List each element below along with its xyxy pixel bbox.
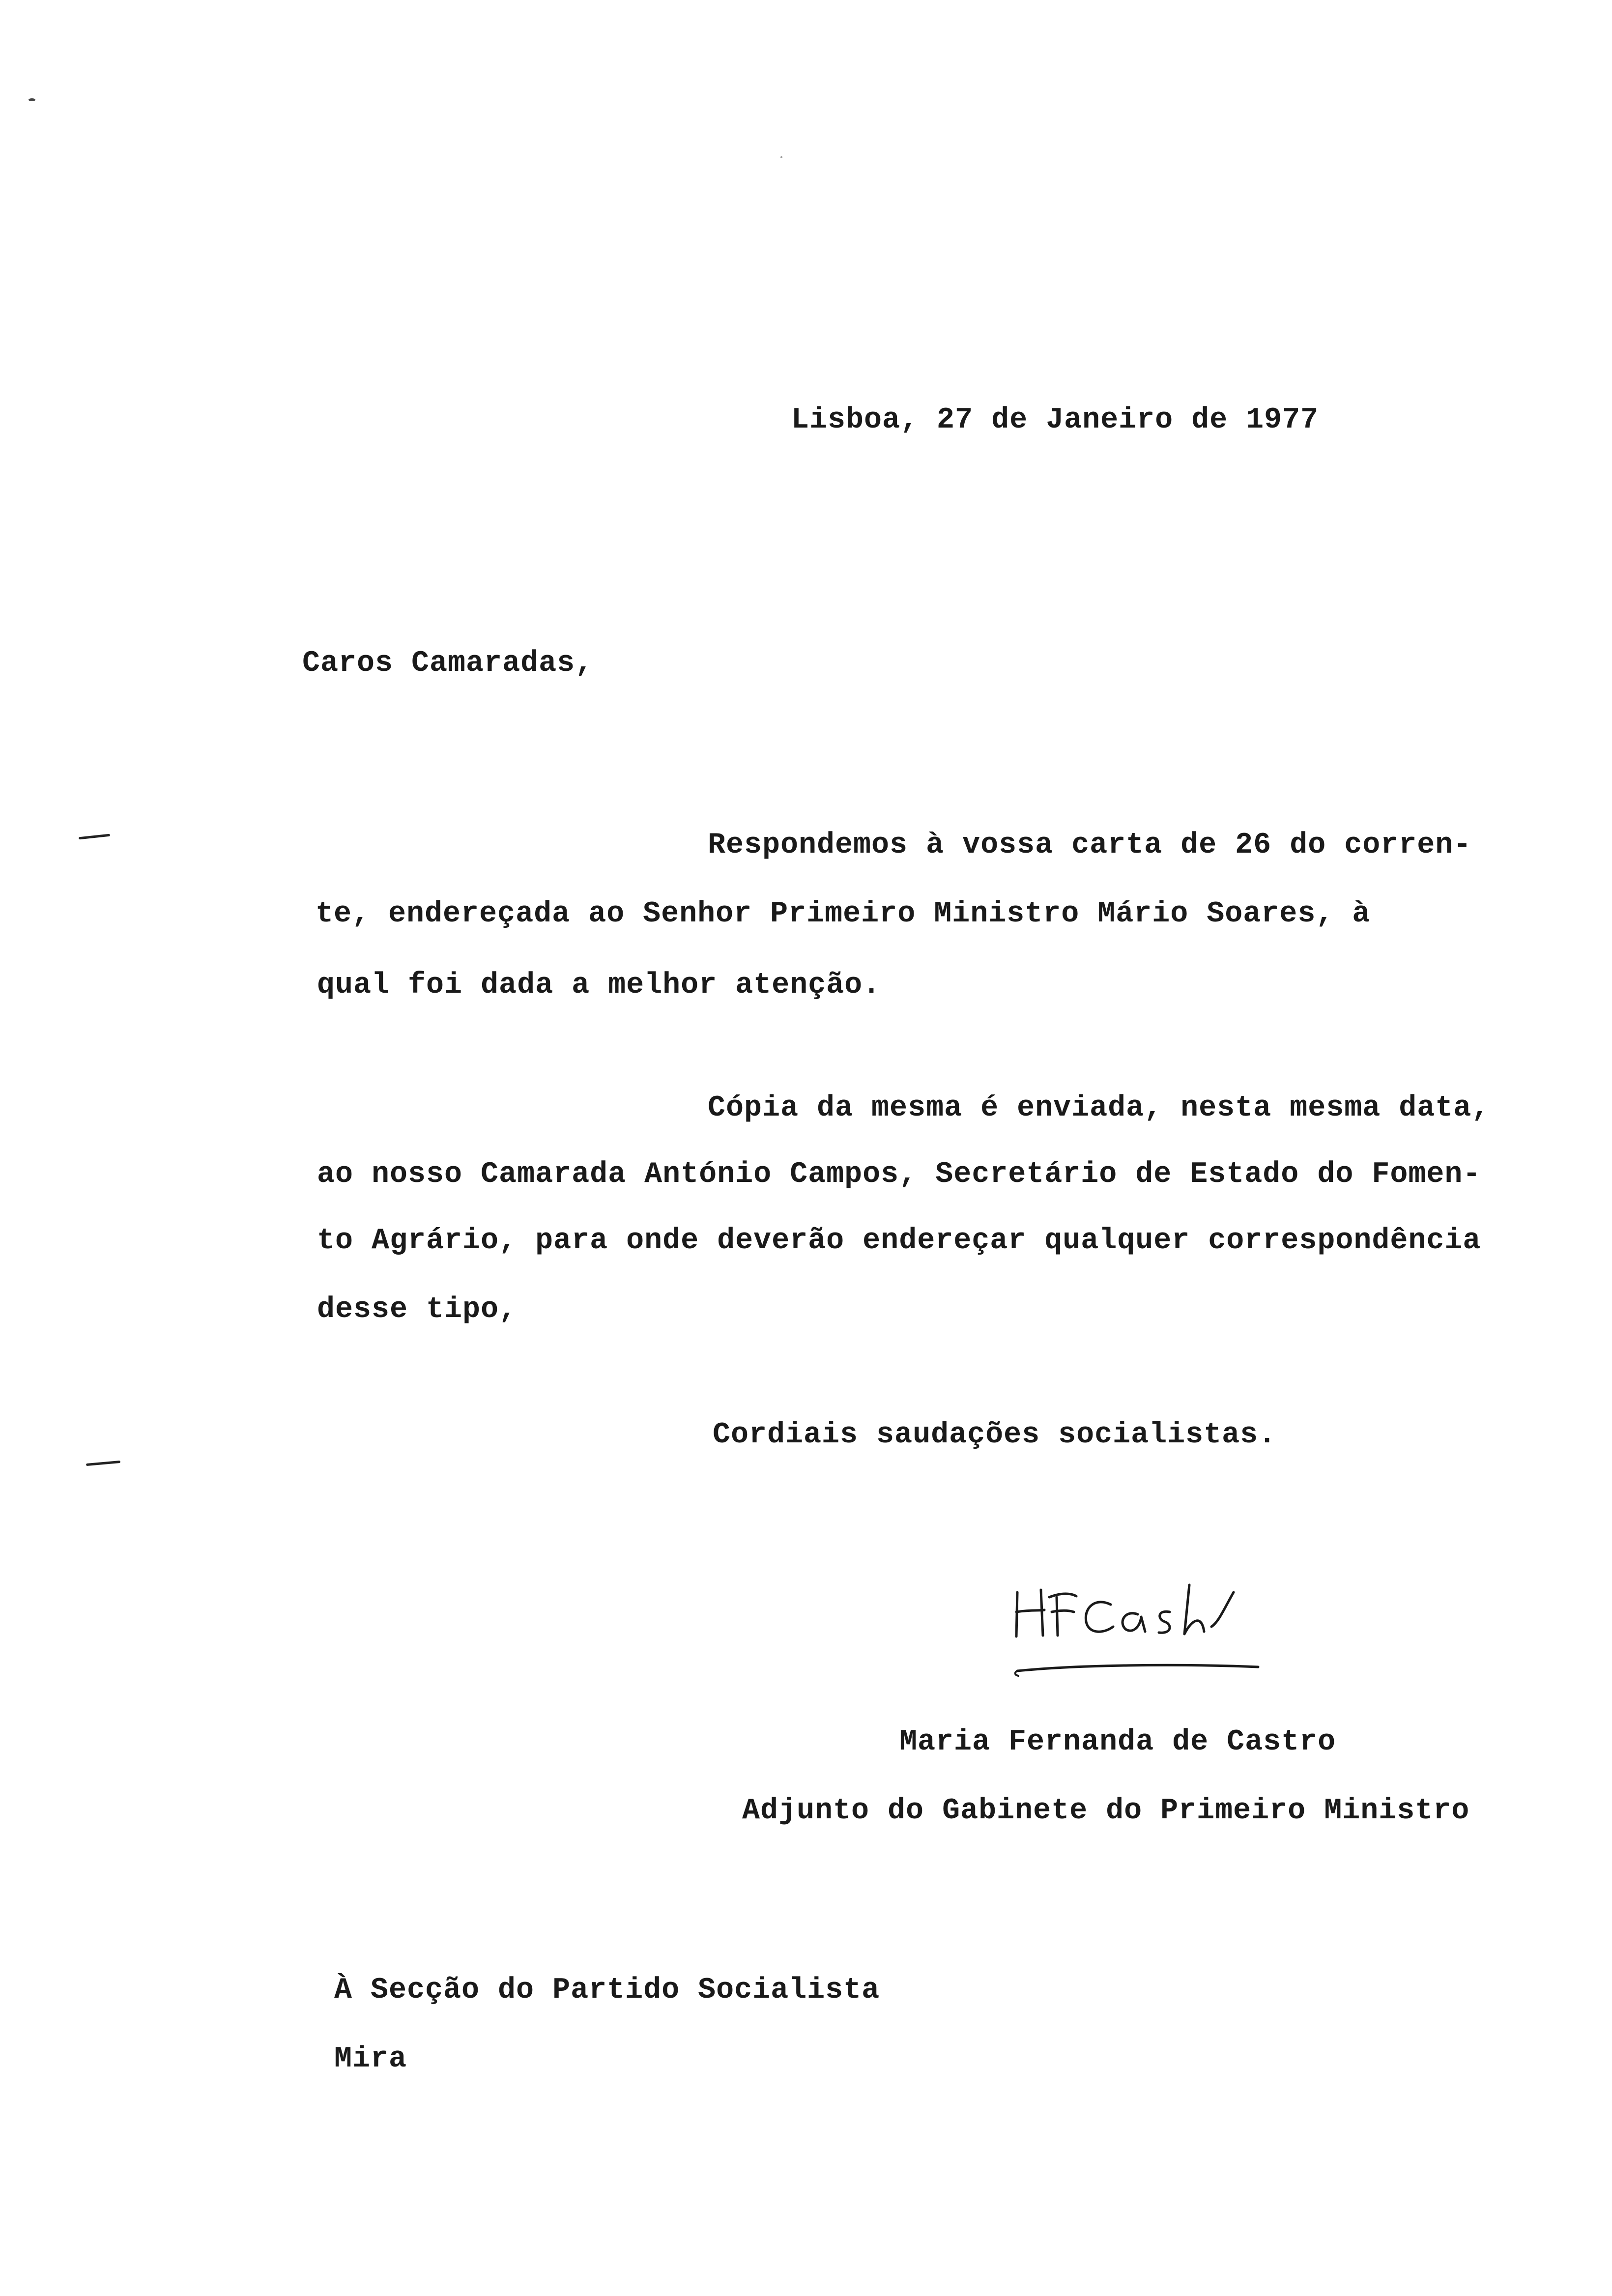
paragraph-line: te, endereçada ao Senhor Primeiro Ministro Mário Soares, à: [316, 897, 1371, 931]
punch-mark-upper: [79, 834, 110, 840]
place-date: Lisboa, 27 de Janeiro de 1977: [791, 403, 1319, 437]
paragraph-line: ao nosso Camarada António Campos, Secretário de Estado do Fomen-: [317, 1158, 1481, 1191]
paragraph-line: qual foi dada a melhor atenção.: [317, 969, 881, 1002]
scan-speck: [780, 156, 782, 158]
paragraph-line: Respondemos à vossa carta de 26 do corren-: [708, 829, 1472, 862]
closing: Cordiais saudações socialistas.: [713, 1418, 1277, 1452]
paragraph-line: Cópia da mesma é enviada, nesta mesma data,: [708, 1091, 1490, 1125]
recipient-line-1: À Secção do Partido Socialista: [334, 1974, 880, 2007]
handwritten-signature: [1003, 1563, 1278, 1686]
signatory-title: Adjunto do Gabinete do Primeiro Ministro: [742, 1794, 1470, 1828]
salutation: Caros Camaradas,: [302, 647, 594, 680]
paragraph-line: to Agrário, para onde deverão endereçar qualquer correspondência: [317, 1224, 1481, 1258]
recipient-line-2: Mira: [334, 2042, 407, 2076]
signatory-name: Maria Fernanda de Castro: [899, 1725, 1336, 1759]
paragraph-line: desse tipo,: [317, 1293, 518, 1326]
scan-speck: [29, 98, 35, 101]
punch-mark-lower: [86, 1461, 120, 1466]
